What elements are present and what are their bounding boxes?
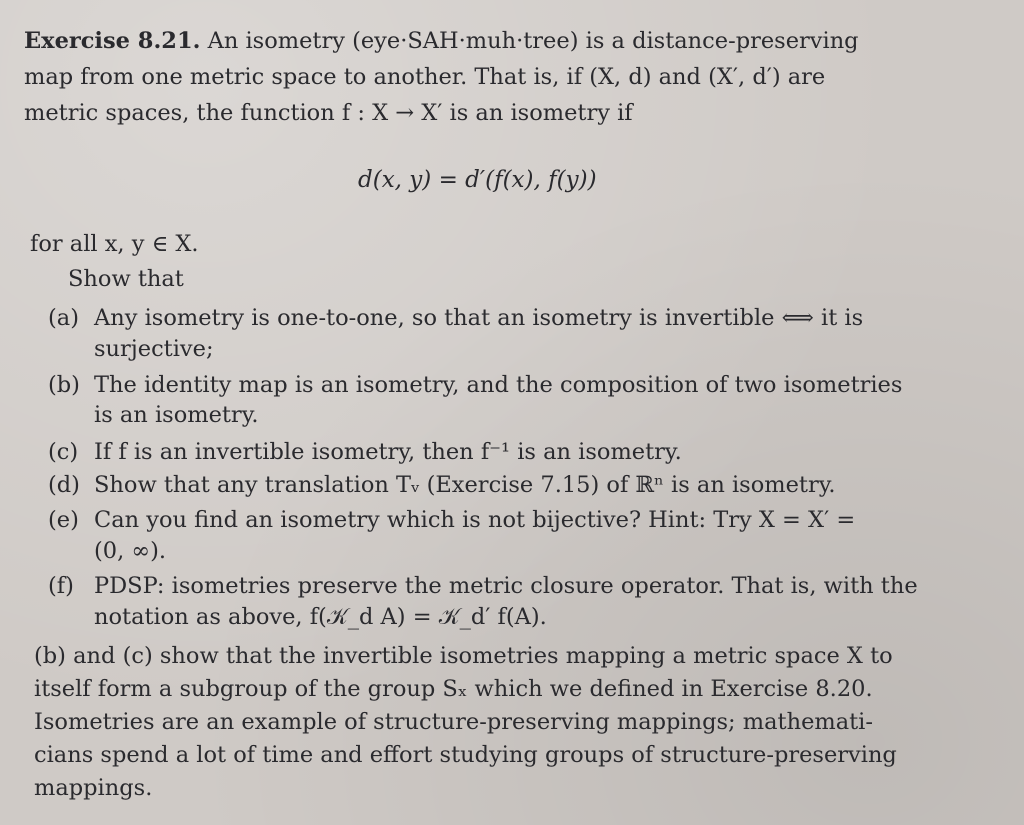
part-e-line-2: (0, ∞). <box>94 538 167 564</box>
part-a <box>48 303 863 333</box>
part-a-line-2: surjective; <box>94 336 214 362</box>
part-b-line-2: is an isometry. <box>94 402 259 428</box>
part-f <box>48 571 918 601</box>
for-all-text: for all x, y ∈ X. <box>30 231 199 257</box>
closing-line-5: mappings. <box>34 775 153 801</box>
part-d-line-1: Show that any translation Tᵥ (Exercise 7.15) of ℝⁿ is an isometry. <box>94 472 836 498</box>
closing-line-1: (b) and (c) show that the invertible isometries mapping a metric space X to <box>34 643 893 669</box>
part-c-label: (c) <box>48 439 79 465</box>
part-d-label: (d) <box>48 472 80 498</box>
part-d <box>48 470 836 500</box>
part-c-line-1: If f is an invertible isometry, then f⁻¹ is an isometry. <box>94 439 682 465</box>
part-e <box>48 505 855 535</box>
part-a-label: (a) <box>48 305 79 331</box>
show-that-text: Show that <box>68 266 184 292</box>
part-f-line-1: PDSP: isometries preserve the metric closure operator. That is, with the <box>94 573 918 599</box>
part-e-label: (e) <box>48 507 79 533</box>
part-e-line-1: Can you find an isometry which is not bijective? Hint: Try X = X′ = <box>94 507 856 533</box>
closing-line-3: Isometries are an example of structure-preserving mappings; mathemati- <box>34 709 873 735</box>
closing-line-4: cians spend a lot of time and effort studying groups of structure-preserving <box>34 742 897 768</box>
part-b-line-1: The identity map is an isometry, and the composition of two isometries <box>94 372 903 398</box>
part-b <box>48 370 902 400</box>
exercise-line-3: metric spaces, the function f : X → X′ is an isometry if <box>24 100 633 126</box>
isometry-equation: d(x, y) = d′(f(x), f(y)) <box>358 167 597 193</box>
exercise-line-1 <box>24 26 859 56</box>
part-b-label: (b) <box>48 372 80 398</box>
part-c <box>48 437 682 467</box>
part-a-line-1: Any isometry is one-to-one, so that an isometry is invertible ⟺ it is <box>94 305 864 331</box>
exercise-line-2: map from one metric space to another. That is, if (X, d) and (X′, d′) are <box>24 64 826 90</box>
exercise-heading: Exercise 8.21. <box>24 28 201 54</box>
part-f-line-2: notation as above, f(𝒦_d A) = 𝒦_d′ f(A). <box>94 604 547 630</box>
part-f-label: (f) <box>48 573 74 599</box>
exercise-intro-text: An isometry (eye·SAH·muh·tree) is a distance-preserving <box>207 28 859 54</box>
closing-line-2: itself form a subgroup of the group Sₓ which we defined in Exercise 8.20. <box>34 676 873 702</box>
